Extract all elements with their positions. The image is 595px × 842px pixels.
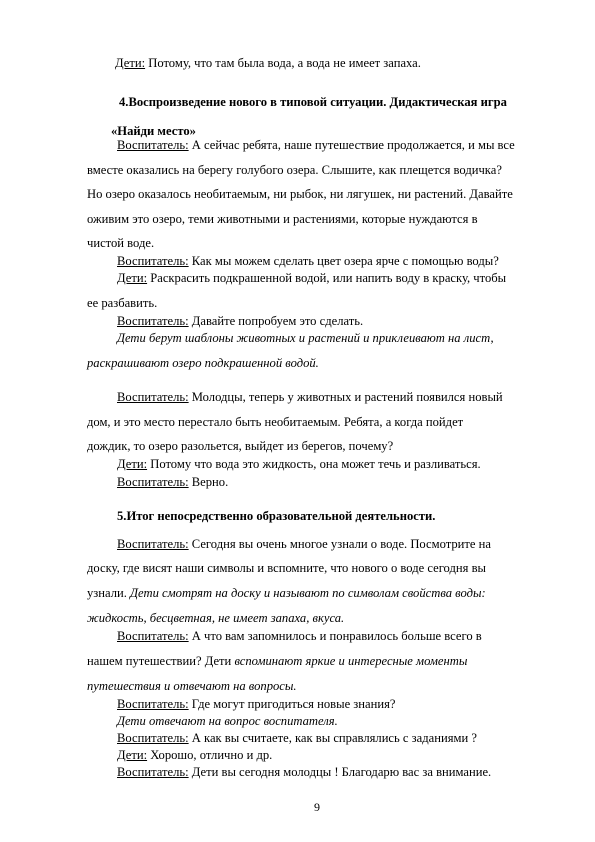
- line-text: Молодцы, теперь у животных и растений появился новый: [188, 390, 503, 404]
- italic-line: раскрашивают озеро подкрашенной водой.: [87, 356, 319, 370]
- line-text: Как мы можем сделать цвет озера ярче с помощью воды?: [188, 254, 499, 268]
- dialogue-line: [117, 765, 491, 780]
- line-text: Давайте попробуем это сделать.: [188, 314, 364, 328]
- page-number: 9: [314, 800, 320, 814]
- italic-text: Дети смотрят на доску и называют по символам свойства воды:: [126, 586, 486, 600]
- line-text: Потому, что там была вода, а вода не имеет запаха.: [145, 56, 421, 70]
- dialogue-line: [117, 390, 503, 405]
- text-line: [87, 654, 467, 669]
- italic-line: Дети отвечают на вопрос воспитателя.: [117, 714, 338, 728]
- text-line: ее разбавить.: [87, 296, 158, 310]
- line-text: Дети вы сегодня молодцы ! Благодарю вас за внимание.: [188, 765, 492, 779]
- line-text: Потому что вода это жидкость, она может течь и разливаться.: [147, 457, 481, 471]
- line-text: Раскрасить подкрашенной водой, или напить воду в краску, чтобы: [147, 271, 507, 285]
- italic-text: вспоминают яркие и интересные моменты: [231, 654, 468, 668]
- speaker-label: Воспитатель:: [117, 138, 189, 152]
- section-heading: 5.Итог непосредственно образовательной деятельности.: [117, 509, 436, 523]
- game-title: «Найди место»: [111, 124, 196, 138]
- speaker-label: Воспитатель:: [117, 475, 189, 489]
- text-line: дождик, то озеро разольется, выйдет из берегов, почему?: [87, 439, 394, 453]
- speaker-label: Воспитатель:: [117, 390, 189, 404]
- dialogue-line: [117, 537, 491, 552]
- speaker-label: Воспитатель:: [117, 697, 189, 711]
- dialogue-line: [117, 748, 272, 763]
- speaker-label: Воспитатель:: [117, 629, 189, 643]
- speaker-label: Дети:: [115, 56, 146, 70]
- dialogue-line: [117, 457, 481, 472]
- line-text: Где могут пригодиться новые знания?: [188, 697, 396, 711]
- line-text: А сейчас ребята, наше путешествие продолжается, и мы все: [188, 138, 515, 152]
- text-line: Но озеро оказалось необитаемым, ни рыбок, ни лягушек, ни растений. Давайте: [87, 187, 513, 201]
- dialogue-line: [117, 697, 395, 712]
- text-line: доску, где висят наши символы и вспомните, что нового о воде сегодня вы: [87, 561, 486, 575]
- speaker-label: Дети:: [117, 748, 148, 762]
- text-line: чистой воде.: [87, 236, 155, 250]
- speaker-label: Воспитатель:: [117, 254, 189, 268]
- text-line: вместе оказались на берегу голубого озера. Слышите, как плещется водичка?: [87, 163, 502, 177]
- italic-line: жидкость, бесцветная, не имеет запаха, вкуса.: [87, 611, 345, 625]
- speaker-label: Дети:: [117, 271, 148, 285]
- line-text: А как вы считаете, как вы справлялись с заданиями ?: [188, 731, 477, 745]
- line-text: Сегодня вы очень многое узнали о воде. Посмотрите на: [188, 537, 491, 551]
- section-heading: 4.Воспроизведение нового в типовой ситуации. Дидактическая игра: [119, 95, 507, 109]
- text-line: оживим это озеро, теми животными и растениями, которые нуждаются в: [87, 212, 478, 226]
- speaker-label: Дети:: [117, 457, 148, 471]
- text-line: [87, 586, 486, 601]
- line-text: Верно.: [188, 475, 229, 489]
- dialogue-line: [117, 629, 482, 644]
- speaker-label: Воспитатель:: [117, 731, 189, 745]
- dialogue-line: [117, 731, 477, 746]
- dialogue-line: [117, 314, 363, 329]
- line-text: Хорошо, отлично и др.: [147, 748, 273, 762]
- speaker-label: Воспитатель:: [117, 765, 189, 779]
- speaker-label: Воспитатель:: [117, 537, 189, 551]
- dialogue-line: [117, 271, 506, 286]
- line-text: нашем путешествии? Дети: [87, 654, 232, 668]
- line-text: А что вам запомнилось и понравилось больше всего в: [188, 629, 482, 643]
- speaker-label: Воспитатель:: [117, 314, 189, 328]
- italic-line: Дети берут шаблоны животных и растений и приклеивают на лист,: [117, 331, 494, 345]
- dialogue-line: [117, 138, 515, 153]
- line-text: узнали.: [87, 586, 127, 600]
- dialogue-line: [117, 475, 228, 490]
- dialogue-line: [117, 254, 499, 269]
- italic-line: путешествия и отвечают на вопросы.: [87, 679, 297, 693]
- dialogue-line: [115, 56, 421, 71]
- text-line: дом, и это место перестало быть необитаемым. Ребята, а когда пойдет: [87, 415, 464, 429]
